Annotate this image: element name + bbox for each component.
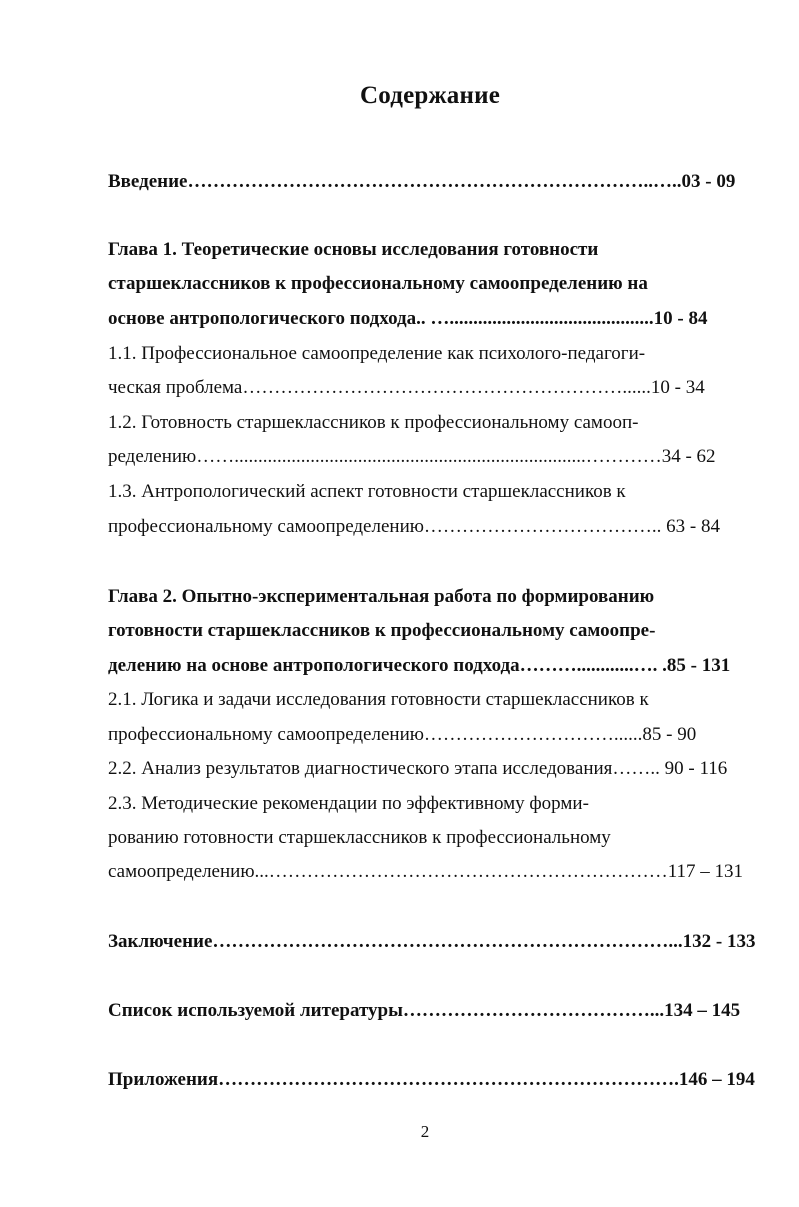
toc-section-2-3-line-2: рованию готовности старшеклассников к профессиональному bbox=[108, 827, 611, 848]
toc-section-2-2: 2.2. Анализ результатов диагностического этапа исследования…….. 90 - 116 bbox=[108, 758, 728, 779]
toc-entry-bibliography: Список используемой литературы…………………………………...134 – 145 bbox=[108, 1000, 741, 1021]
page-title: Содержание bbox=[359, 82, 500, 109]
toc-chapter-2-line-2: готовности старшеклассников к профессиональному самоопре- bbox=[108, 620, 656, 641]
toc-section-1-2-line-1: 1.2. Готовность старшеклассников к профессиональному самооп- bbox=[108, 412, 639, 433]
toc-entry-conclusion: Заключение………………………………………………………………...132 - 133 bbox=[108, 931, 756, 952]
toc-section-2-3-line-3: самоопределению...………………………………………………………117 – 131 bbox=[108, 861, 744, 882]
toc-chapter-2-line-1: Глава 2. Опытно-экспериментальная работа по формированию bbox=[108, 586, 655, 607]
toc-section-1-1-line-1: 1.1. Профессиональное самоопределение как психолого-педагоги- bbox=[108, 343, 646, 364]
toc-chapter-2-line-3: делению на основе антропологического подхода………............…. .85 - 131 bbox=[108, 655, 731, 676]
toc-section-2-1-line-1: 2.1. Логика и задачи исследования готовности старшеклассников к bbox=[108, 689, 649, 710]
toc-section-1-2-line-2: ределению……..........................................................................…………34 - 62 bbox=[108, 446, 716, 467]
toc-entry-intro: Введение………………………………………………………………..…..03 - 09 bbox=[108, 171, 736, 192]
page-number: 2 bbox=[420, 1122, 430, 1141]
toc-chapter-1-line-3: основе антропологического подхода.. …...........................................10 - 84 bbox=[108, 308, 708, 329]
toc-section-2-3-line-1: 2.3. Методические рекомендации по эффективному форми- bbox=[108, 793, 589, 814]
toc-section-1-1-line-2: ческая проблема……………………………………………………......10 - 34 bbox=[108, 377, 705, 398]
toc-section-1-3-line-1: 1.3. Антропологический аспект готовности старшеклассников к bbox=[108, 481, 626, 502]
toc-chapter-1-line-1: Глава 1. Теоретические основы исследования готовности bbox=[108, 239, 599, 260]
toc-section-1-3-line-2: профессиональному самоопределению……………………………….. 63 - 84 bbox=[108, 516, 721, 537]
toc-section-2-1-line-2: профессиональному самоопределению…………………………......85 - 90 bbox=[108, 724, 697, 745]
toc-chapter-1-line-2: старшеклассников к профессиональному самоопределению на bbox=[108, 273, 648, 294]
toc-entry-appendices: Приложения……………………………………………………………….146 – 194 bbox=[108, 1069, 755, 1090]
